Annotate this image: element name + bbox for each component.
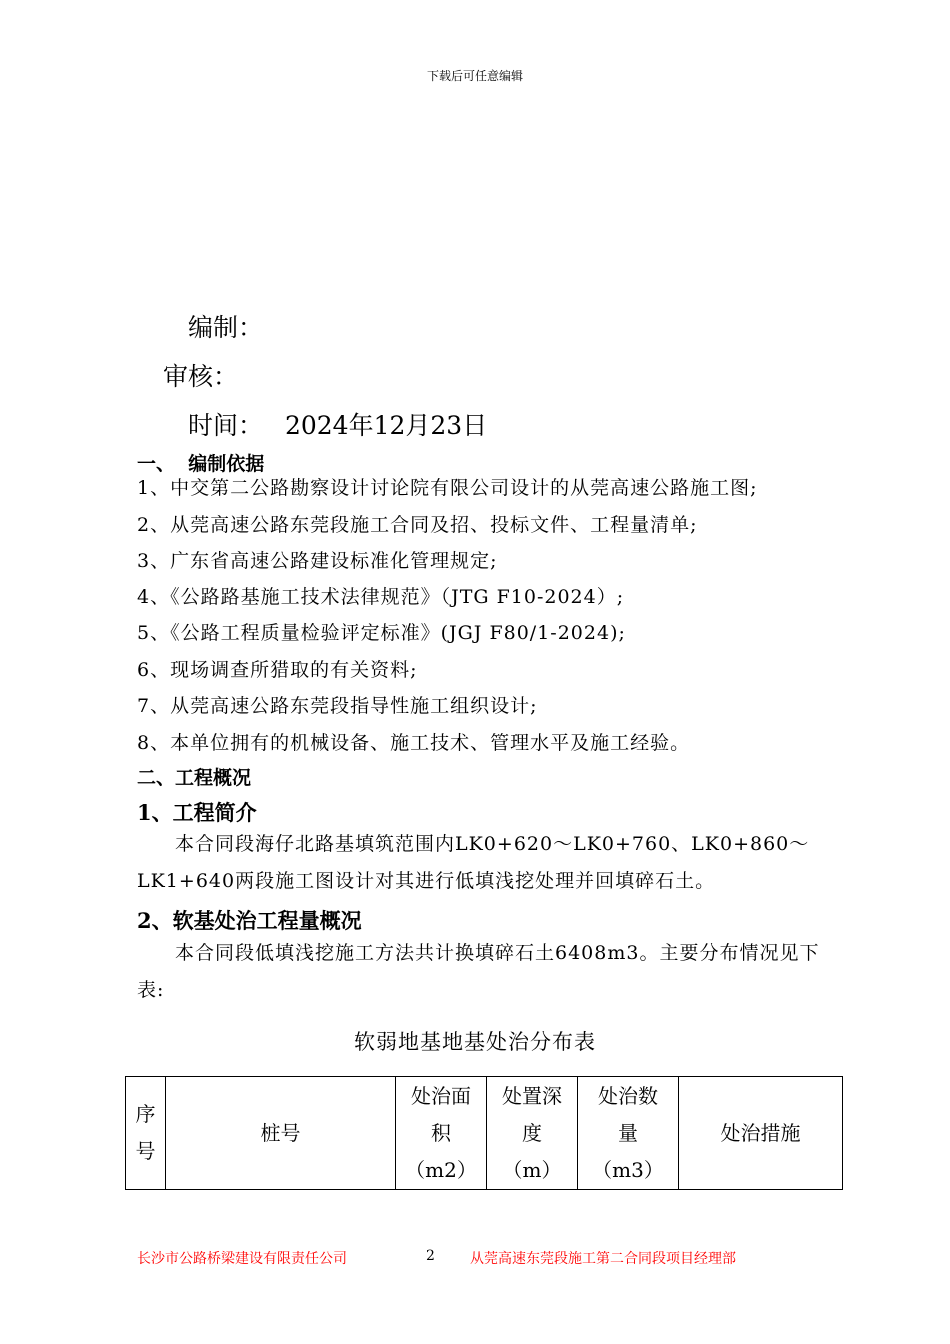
header-quantity: 处治数 量 （m3） <box>578 1077 679 1190</box>
basis-item: 8、本单位拥有的机械设备、施工技术、管理水平及施工经验。 <box>137 732 691 754</box>
basis-item: 5、《公路工程质量检验评定标准》(JGJ F80/1-2024); <box>137 622 626 644</box>
date-line <box>188 406 487 442</box>
footer-company: 长沙市公路桥梁建设有限责任公司 <box>137 1251 347 1267</box>
date-value: 2024年12月23日 <box>284 411 488 440</box>
header-area: 处治面 积 （m2） <box>396 1077 487 1190</box>
section-1-heading: 一、 编制依据 <box>137 453 265 475</box>
section-2-heading: 二、工程概况 <box>137 767 252 789</box>
header-serial: 序 号 <box>126 1077 166 1190</box>
soft-base-text: 本合同段低填浅挖施工方法共计换填碎石土6408m3。主要分布情况见下表: <box>137 942 820 1001</box>
footer-department: 从莞高速东莞段施工第二合同段项目经理部 <box>470 1251 736 1267</box>
prepared-by-label: 编制： <box>188 313 264 342</box>
project-intro-text: 本合同段海仔北路基填筑范围内LK0+620～LK0+760、LK0+860～LK1+640两段施工图设计对其进行低填浅挖处理并回填碎石土。 <box>137 833 810 892</box>
date-label: 时间： <box>188 411 264 440</box>
reviewed-by-label: 审核： <box>163 362 239 391</box>
page-number: 2 <box>426 1248 435 1264</box>
basis-item: 1、中交第二公路勘察设计讨论院有限公司设计的从莞高速公路施工图; <box>137 477 758 499</box>
header-measure: 处治措施 <box>679 1077 843 1190</box>
basis-item: 7、从莞高速公路东莞段指导性施工组织设计; <box>137 695 538 717</box>
header-depth: 处置深 度 （m） <box>487 1077 578 1190</box>
basis-item: 6、现场调查所猎取的有关资料; <box>137 659 418 681</box>
top-note: 下载后可任意编辑 <box>426 69 523 83</box>
soft-base-heading: 2、软基处治工程量概况 <box>137 908 362 933</box>
basis-item: 2、从莞高速公路东莞段施工合同及招、投标文件、工程量清单; <box>137 514 698 536</box>
table-header-row <box>126 1077 843 1190</box>
basis-item: 4、《公路路基施工技术法律规范》（JTG F10-2024）; <box>137 586 625 608</box>
distribution-table <box>125 1076 843 1190</box>
table-title: 软弱地基地基处治分布表 <box>354 1030 596 1054</box>
header-station: 桩号 <box>166 1077 396 1190</box>
project-intro-heading: 1、工程简介 <box>137 800 257 825</box>
basis-item: 3、广东省高速公路建设标准化管理规定; <box>137 550 498 572</box>
